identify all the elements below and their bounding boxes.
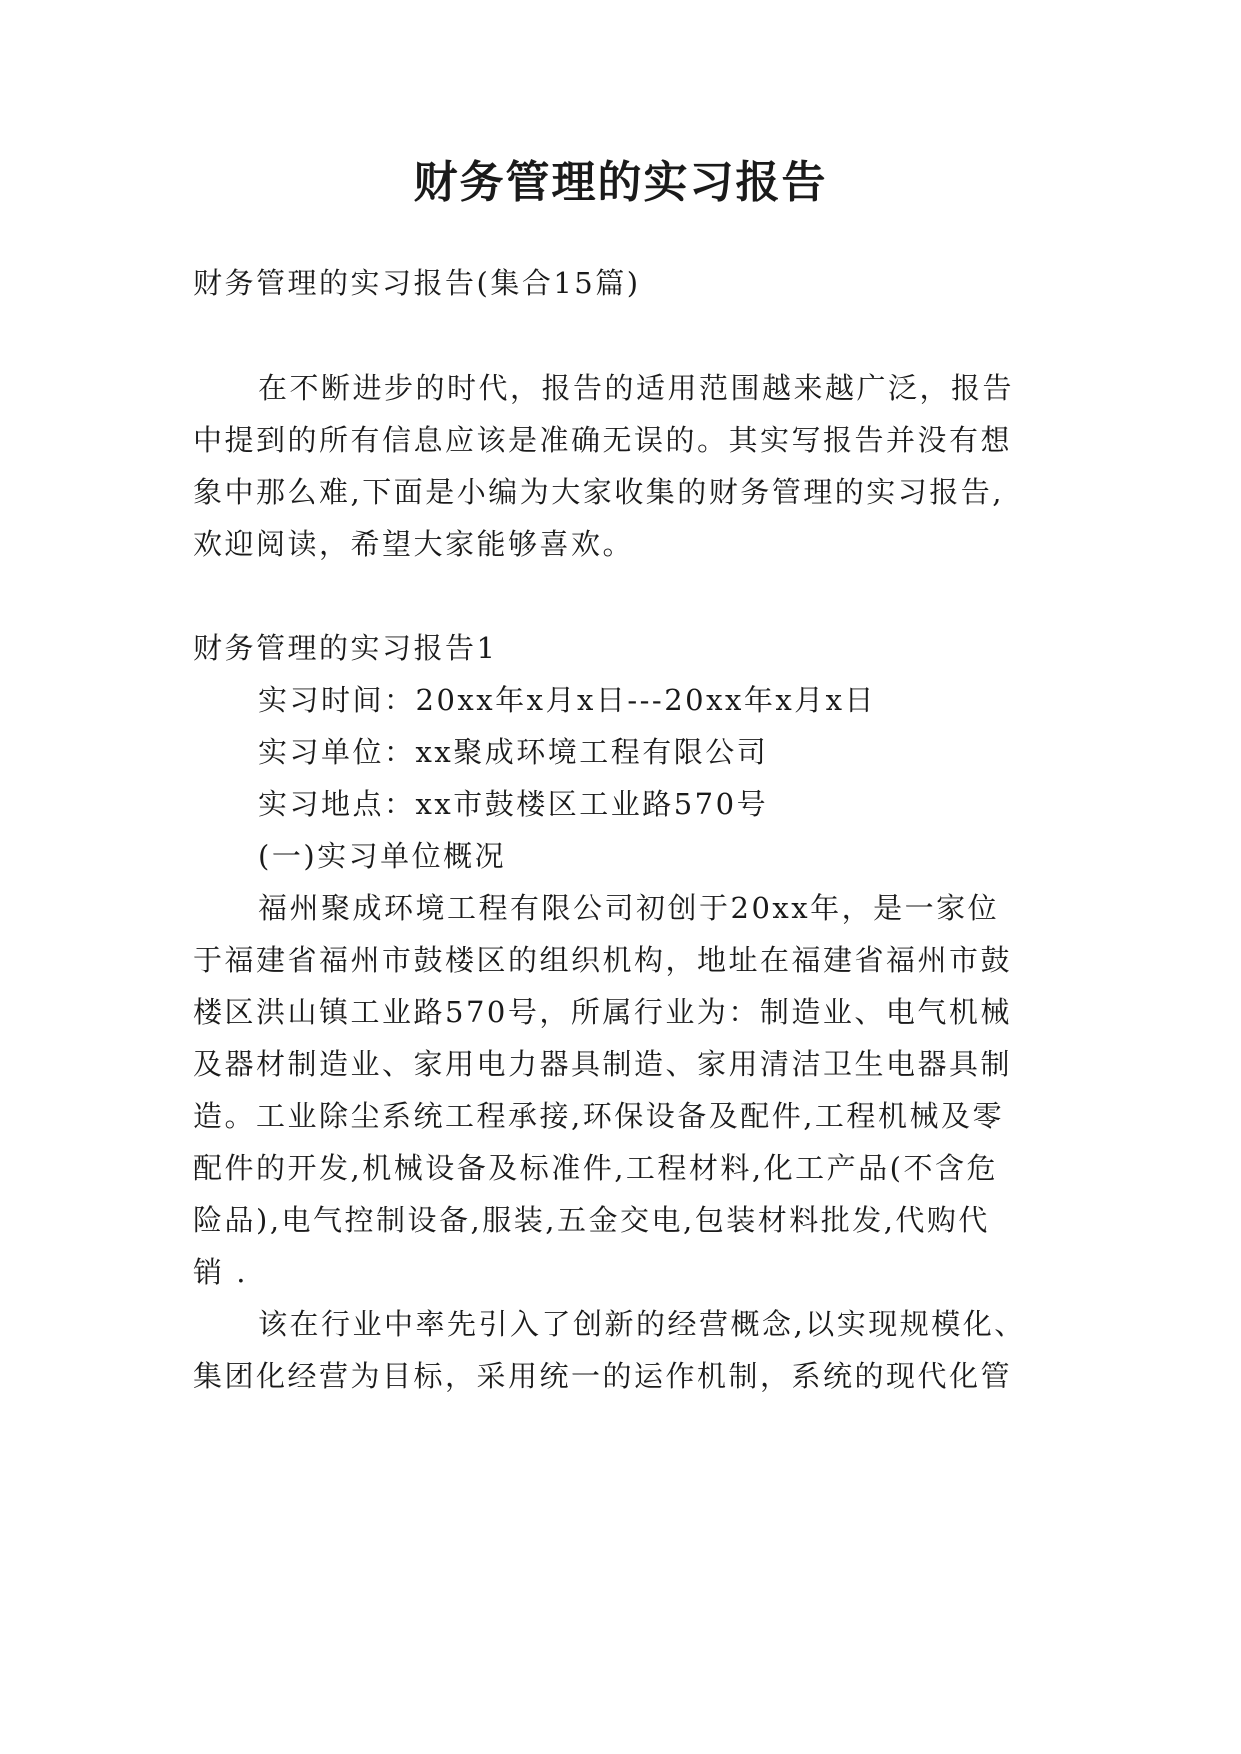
info-line-unit: 实习单位：xx聚成环境工程有限公司 <box>258 735 769 769</box>
document-subtitle: 财务管理的实习报告(集合15篇) <box>193 266 641 300</box>
body-line: 楼区洪山镇工业路570号，所属行业为：制造业、电气机械 <box>193 995 1012 1029</box>
info-line-location: 实习地点：xx市鼓楼区工业路570号 <box>258 787 769 821</box>
subsection-heading: (一)实习单位概况 <box>258 839 507 873</box>
info-line-time: 实习时间：20xx年x月x日---20xx年x月x日 <box>258 683 877 717</box>
intro-line: 欢迎阅读，希望大家能够喜欢。 <box>193 527 635 561</box>
body-line: 销 . <box>193 1255 248 1289</box>
body-line: 该在行业中率先引入了创新的经营概念,以实现规模化、 <box>258 1307 1026 1341</box>
intro-line: 在不断进步的时代，报告的适用范围越来越广泛，报告 <box>258 371 1015 405</box>
body-line: 险品),电气控制设备,服装,五金交电,包装材料批发,代购代 <box>193 1203 990 1237</box>
intro-line: 中提到的所有信息应该是准确无误的。其实写报告并没有想 <box>193 423 1013 457</box>
body-line: 福州聚成环境工程有限公司初创于20xx年，是一家位 <box>258 891 1000 925</box>
body-line: 配件的开发,机械设备及标准件,工程材料,化工产品(不含危 <box>193 1151 998 1185</box>
section-heading: 财务管理的实习报告1 <box>193 631 498 665</box>
body-line: 于福建省福州市鼓楼区的组织机构，地址在福建省福州市鼓 <box>193 943 1013 977</box>
body-line: 集团化经营为目标，采用统一的运作机制，系统的现代化管 <box>193 1359 1013 1393</box>
document-title: 财务管理的实习报告 <box>413 157 828 208</box>
intro-line: 象中那么难,下面是小编为大家收集的财务管理的实习报告, <box>193 475 1004 509</box>
body-line: 造。工业除尘系统工程承接,环保设备及配件,工程机械及零 <box>193 1099 1004 1133</box>
body-line: 及器材制造业、家用电力器具制造、家用清洁卫生电器具制 <box>193 1047 1013 1081</box>
